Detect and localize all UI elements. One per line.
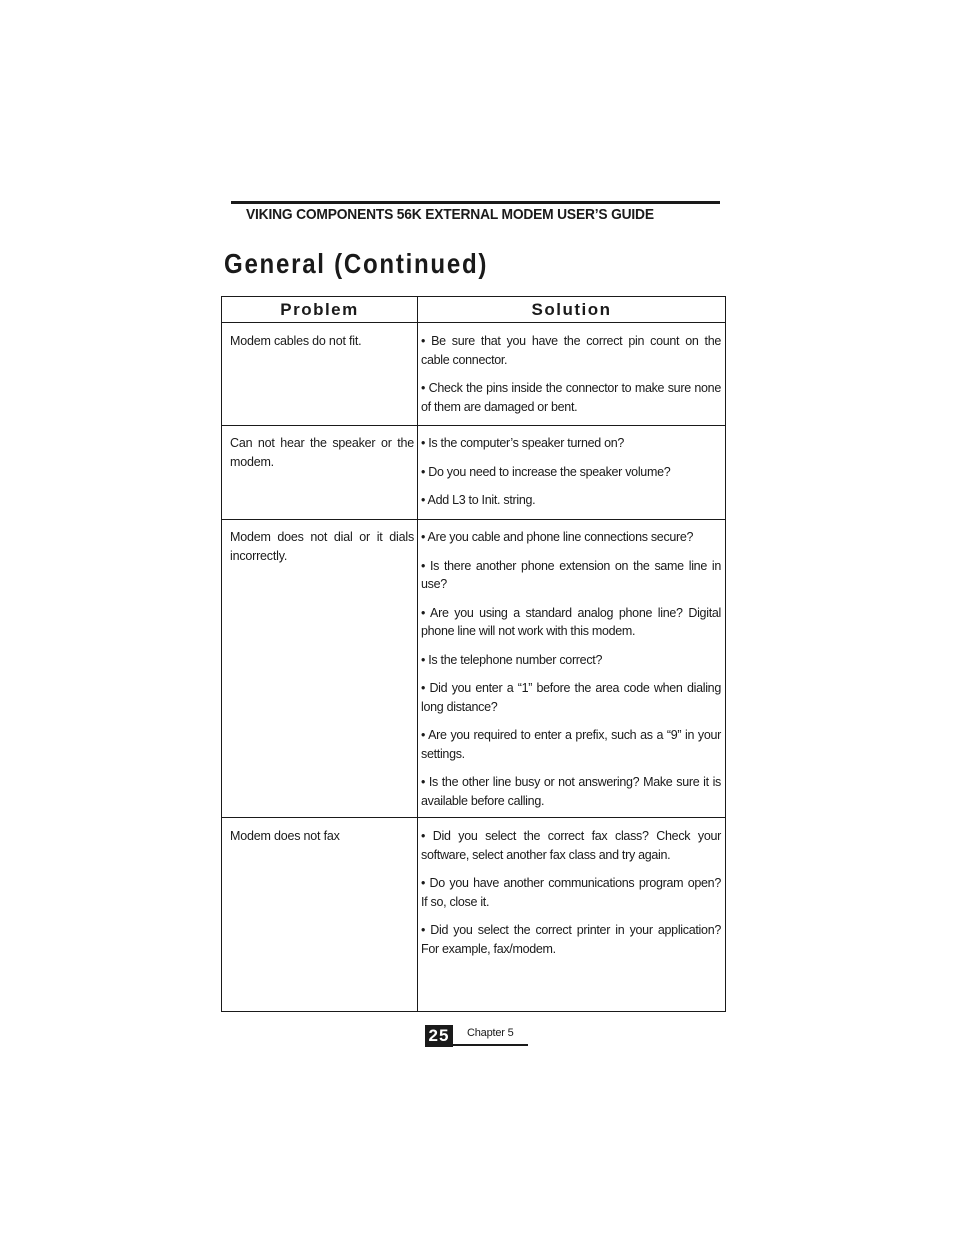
column-header-problem: Problem <box>280 300 359 319</box>
row-divider <box>222 425 725 426</box>
solution-item: • Is the computer’s speaker turned on? <box>421 436 625 450</box>
solution-item: • Is there another phone extension on the same line in use? <box>421 558 721 591</box>
solution-item: • Are you using a standard analog phone line? Digital phone line will not work with this modem. <box>421 605 721 638</box>
solution-item: • Did you enter a “1” before the area code when dialing long distance? <box>421 681 721 714</box>
solution-item: • Are you required to enter a prefix, such as a “9” in your settings. <box>421 728 721 761</box>
solution-item: • Did you select the correct printer in your application? For example, fax/modem. <box>421 923 721 956</box>
problem-cell: Modem cables do not fit. <box>230 334 362 348</box>
footer-rule <box>453 1044 528 1046</box>
solution-item: • Add L3 to Init. string. <box>421 493 536 507</box>
header-rule <box>231 201 720 204</box>
solution-item: • Do you need to increase the speaker volume? <box>421 464 671 479</box>
row-divider <box>222 817 725 818</box>
solution-item: • Is the telephone number correct? <box>421 652 603 667</box>
solution-cell <box>421 827 721 968</box>
column-divider <box>417 297 418 1011</box>
row-divider <box>222 519 725 520</box>
solution-cell <box>421 434 721 520</box>
chapter-label: Chapter 5 <box>467 1027 514 1039</box>
solution-item: • Be sure that you have the correct pin count on the cable connector. <box>421 334 721 367</box>
problem-cell: Can not hear the speaker or the modem. <box>230 436 414 469</box>
solution-item: • Is the other line busy or not answering? Make sure it is available before calling. <box>421 775 721 808</box>
solution-item: • Are you cable and phone line connections secure? <box>421 530 694 544</box>
running-head: VIKING COMPONENTS 56K EXTERNAL MODEM USER’S GUIDE <box>246 206 654 223</box>
header-divider <box>222 322 725 323</box>
column-header-solution: Solution <box>531 300 612 319</box>
solution-item: • Check the pins inside the connector to make sure none of them are damaged or bent. <box>421 381 721 414</box>
page-title: General (Continued) <box>224 248 489 279</box>
problem-cell: Modem does not dial or it dials incorrectly. <box>230 530 414 563</box>
solution-item: • Did you select the correct fax class? Check your software, select another fax class and try again. <box>421 829 721 862</box>
solution-cell <box>421 332 721 426</box>
troubleshooting-table <box>221 296 726 1012</box>
solution-cell <box>421 528 721 820</box>
page-number: 25 <box>425 1025 453 1047</box>
solution-item: • Do you have another communications program open? If so, close it. <box>421 876 721 909</box>
problem-cell: Modem does not fax <box>230 829 340 843</box>
